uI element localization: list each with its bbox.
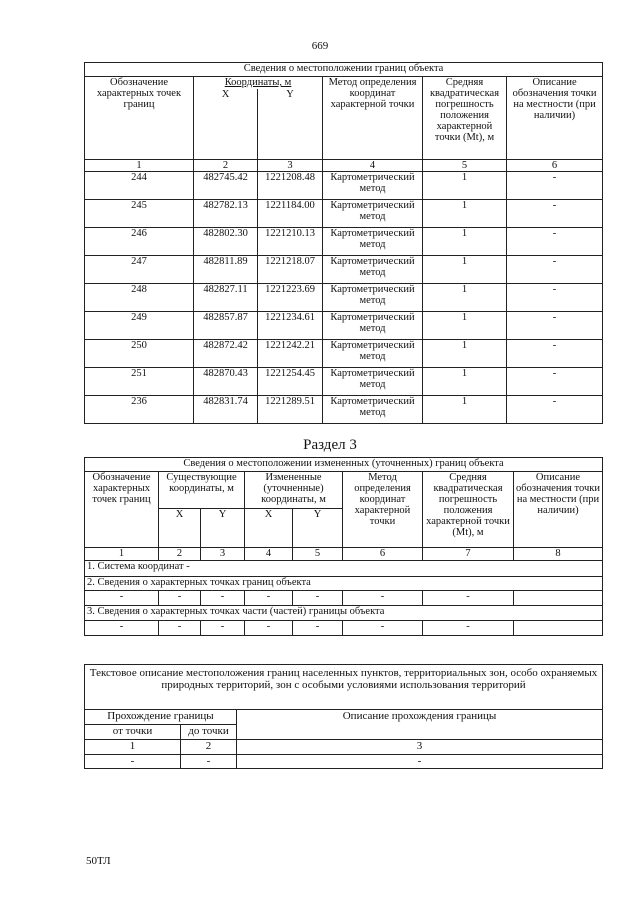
error-cell: 1 (423, 200, 507, 228)
error-cell: 1 (423, 368, 507, 396)
method-cell: Картометрический метод (323, 340, 423, 368)
col-number: 4 (245, 548, 293, 561)
header-method: Метод определения координат характерной точки (343, 472, 423, 548)
dash-cell: - (293, 591, 343, 606)
y-cell: 1221208.48 (258, 172, 323, 200)
col-number: 2 (181, 740, 237, 755)
header-x: X (194, 89, 258, 160)
x-cell: 482745.42 (194, 172, 258, 200)
table-row (85, 312, 603, 340)
dash-cell (514, 591, 603, 606)
dash-cell: - (293, 621, 343, 636)
x-cell: 482782.13 (194, 200, 258, 228)
error-cell: 1 (423, 172, 507, 200)
header-changed: Измененные (уточненные) координаты, м (245, 472, 343, 509)
points-info-row: 2. Сведения о характерных точках границ объекта (85, 577, 603, 591)
error-cell: 1 (423, 340, 507, 368)
x-cell: 482827.11 (194, 284, 258, 312)
y-cell: 1221242.21 (258, 340, 323, 368)
col-number: 7 (423, 548, 514, 561)
point-cell: 247 (85, 256, 194, 284)
dash-cell: - (245, 621, 293, 636)
dash-cell: - (85, 591, 159, 606)
header-error: Средняя квадратическая погрешность положения характерной точки (Mt), м (423, 77, 507, 160)
point-cell: 250 (85, 340, 194, 368)
table-caption: Сведения о местоположении измененных (уточненных) границ объекта (85, 458, 603, 472)
point-cell: 246 (85, 228, 194, 256)
table-row (85, 368, 603, 396)
header-description: Описание обозначения точки на местности (при наличии) (507, 77, 603, 160)
header-boundary-passage: Прохождение границы (85, 710, 237, 725)
y-cell: 1221210.13 (258, 228, 323, 256)
table-row (85, 396, 603, 424)
description-cell: - (507, 396, 603, 424)
dash-cell: - (423, 591, 514, 606)
error-cell: 1 (423, 284, 507, 312)
table-row (85, 172, 603, 200)
header-from-point: от точки (85, 725, 181, 740)
dash-cell: - (201, 591, 245, 606)
error-cell: 1 (423, 312, 507, 340)
description-cell: - (507, 340, 603, 368)
col-number: 3 (258, 160, 323, 172)
col-number: 3 (237, 740, 603, 755)
header-passage-description: Описание прохождения границы (237, 710, 603, 740)
dash-cell: - (85, 621, 159, 636)
method-cell: Картометрический метод (323, 284, 423, 312)
y-cell: 1221254.45 (258, 368, 323, 396)
boundary-points-table (84, 62, 603, 424)
dash-cell: - (159, 591, 201, 606)
point-cell: 245 (85, 200, 194, 228)
y-cell: 1221234.61 (258, 312, 323, 340)
table-caption: Текстовое описание местоположения границ населенных пунктов, территориальных зон, особо охраняемых природных территорий, зон с особыми условиями использования территорий (85, 665, 603, 710)
error-cell: 1 (423, 256, 507, 284)
method-cell: Картометрический метод (323, 172, 423, 200)
col-number: 5 (423, 160, 507, 172)
description-cell: - (507, 312, 603, 340)
y-cell: 1221289.51 (258, 396, 323, 424)
table-row (85, 256, 603, 284)
dash-cell: - (343, 621, 423, 636)
header-x: X (159, 509, 201, 548)
error-cell: 1 (423, 228, 507, 256)
coordinate-system-row: 1. Система координат - (85, 561, 603, 577)
method-cell: Картометрический метод (323, 368, 423, 396)
section-title: Раздел 3 (303, 437, 357, 453)
y-cell: 1221223.69 (258, 284, 323, 312)
x-cell: 482802.30 (194, 228, 258, 256)
description-cell: - (507, 228, 603, 256)
header-to-point: до точки (181, 725, 237, 740)
point-cell: 251 (85, 368, 194, 396)
col-number: 1 (85, 160, 194, 172)
header-existing: Существующие координаты, м (159, 472, 245, 509)
error-cell: 1 (423, 396, 507, 424)
header-description: Описание обозначения точки на местности (при наличии) (514, 472, 603, 548)
header-error: Средняя квадратическая погрешность положения характерной точки (Mt), м (423, 472, 514, 548)
x-cell: 482872.42 (194, 340, 258, 368)
method-cell: Картометрический метод (323, 256, 423, 284)
col-number: 6 (507, 160, 603, 172)
dash-cell: - (201, 621, 245, 636)
header-y: Y (201, 509, 245, 548)
footer-code: 50ТЛ (86, 855, 111, 867)
point-cell: 236 (85, 396, 194, 424)
dash-cell: - (85, 755, 181, 769)
point-cell: 248 (85, 284, 194, 312)
col-number: 8 (514, 548, 603, 561)
header-designation: Обозначение характерных точек границ (85, 77, 194, 160)
method-cell: Картометрический метод (323, 228, 423, 256)
parts-info-row: 3. Сведения о характерных точках части (частей) границы объекта (85, 606, 603, 621)
x-cell: 482831.74 (194, 396, 258, 424)
description-cell: - (507, 284, 603, 312)
table-row (85, 200, 603, 228)
dash-cell: - (245, 591, 293, 606)
text-description-table (84, 664, 603, 769)
description-cell: - (507, 200, 603, 228)
header-designation: Обозначение характерных точек границ (85, 472, 159, 548)
x-cell: 482811.89 (194, 256, 258, 284)
table-row (85, 284, 603, 312)
header-method: Метод определения координат характерной точки (323, 77, 423, 160)
dash-cell: - (159, 621, 201, 636)
dash-cell: - (237, 755, 603, 769)
table-row (85, 340, 603, 368)
y-cell: 1221184.00 (258, 200, 323, 228)
page-number: 669 (311, 40, 329, 52)
point-cell: 249 (85, 312, 194, 340)
method-cell: Картометрический метод (323, 396, 423, 424)
x-cell: 482870.43 (194, 368, 258, 396)
table-caption: Сведения о местоположении границ объекта (85, 63, 603, 77)
header-x: X (245, 509, 293, 548)
method-cell: Картометрический метод (323, 312, 423, 340)
col-number: 1 (85, 740, 181, 755)
dash-cell: - (181, 755, 237, 769)
description-cell: - (507, 256, 603, 284)
point-cell: 244 (85, 172, 194, 200)
y-cell: 1221218.07 (258, 256, 323, 284)
description-cell: - (507, 172, 603, 200)
changed-boundary-table (84, 457, 603, 636)
dash-cell (514, 621, 603, 636)
header-y: Y (293, 509, 343, 548)
col-number: 2 (194, 160, 258, 172)
table-row (85, 228, 603, 256)
dash-cell: - (423, 621, 514, 636)
description-cell: - (507, 368, 603, 396)
col-number: 1 (85, 548, 159, 561)
col-number: 5 (293, 548, 343, 561)
col-number: 2 (159, 548, 201, 561)
col-number: 4 (323, 160, 423, 172)
dash-cell: - (343, 591, 423, 606)
header-coordinates: Координаты, м (194, 77, 323, 90)
col-number: 6 (343, 548, 423, 561)
x-cell: 482857.87 (194, 312, 258, 340)
method-cell: Картометрический метод (323, 200, 423, 228)
header-y: Y (258, 89, 323, 160)
col-number: 3 (201, 548, 245, 561)
